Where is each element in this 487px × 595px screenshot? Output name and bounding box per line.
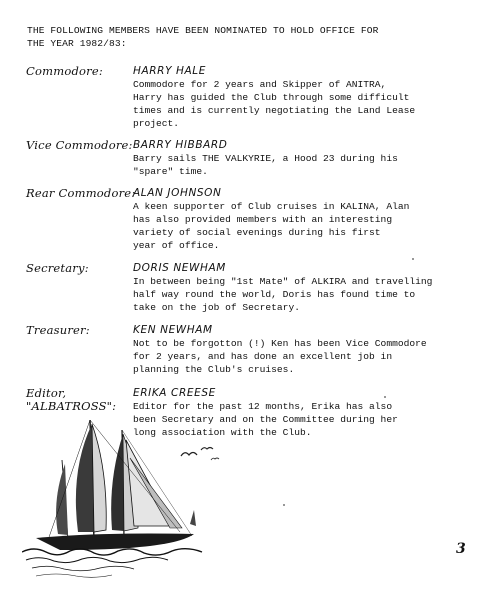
role-label-vice-commodore: Vice Commodore: bbox=[26, 138, 133, 152]
member-description-vice-commodore: Barry sails THE VALKYRIE, a Hood 23 during his "spare" time. bbox=[133, 152, 398, 177]
role-label-rear-commodore: Rear Commodore: bbox=[26, 186, 136, 200]
role-label-secretary: Secretary: bbox=[26, 261, 89, 275]
scan-speck bbox=[412, 258, 414, 260]
role-label-treasurer: Treasurer: bbox=[26, 323, 90, 337]
role-label-commodore: Commodore: bbox=[26, 64, 103, 78]
role-label-editor: Editor, "ALBATROSS": bbox=[26, 386, 117, 413]
scan-speck bbox=[283, 504, 285, 506]
nomination-heading: THE FOLLOWING MEMBERS HAVE BEEN NOMINATED TO HOLD OFFICE FOR THE YEAR 1982/83: bbox=[27, 25, 379, 49]
member-name-treasurer: KEN NEWHAM bbox=[133, 324, 213, 336]
member-name-secretary: DORIS NEWHAM bbox=[133, 262, 226, 274]
page-number: 3 bbox=[456, 541, 466, 557]
member-name-editor: ERIKA CREESE bbox=[133, 387, 216, 399]
sailing-ship-illustration bbox=[22, 400, 212, 580]
member-description-treasurer: Not to be forgotton (!) Ken has been Vice Commodore for 2 years, and has done an excellent job in planning the Club's cruises. bbox=[133, 337, 427, 376]
member-description-rear-commodore: A keen supporter of Club cruises in KALINA, Alan has also provided members with an interesting variety of social evenings during his first year of office. bbox=[133, 200, 410, 252]
member-description-commodore: Commodore for 2 years and Skipper of ANITRA, Harry has guided the Club through some difficult times and is currently negotiating the Land Lease project. bbox=[133, 78, 416, 130]
member-name-vice-commodore: BARRY HIBBARD bbox=[133, 139, 228, 151]
member-name-rear-commodore: ALAN JOHNSON bbox=[133, 187, 222, 199]
member-description-secretary: In between being "1st Mate" of ALKIRA and travelling half way round the world, Doris has found time to take on the job of Secretary. bbox=[133, 275, 433, 314]
member-description-editor: Editor for the past 12 months, Erika has also been Secretary and on the Committee during her long association with the Club. bbox=[133, 400, 398, 439]
member-name-commodore: HARRY HALE bbox=[133, 65, 206, 77]
scan-speck bbox=[384, 396, 386, 398]
